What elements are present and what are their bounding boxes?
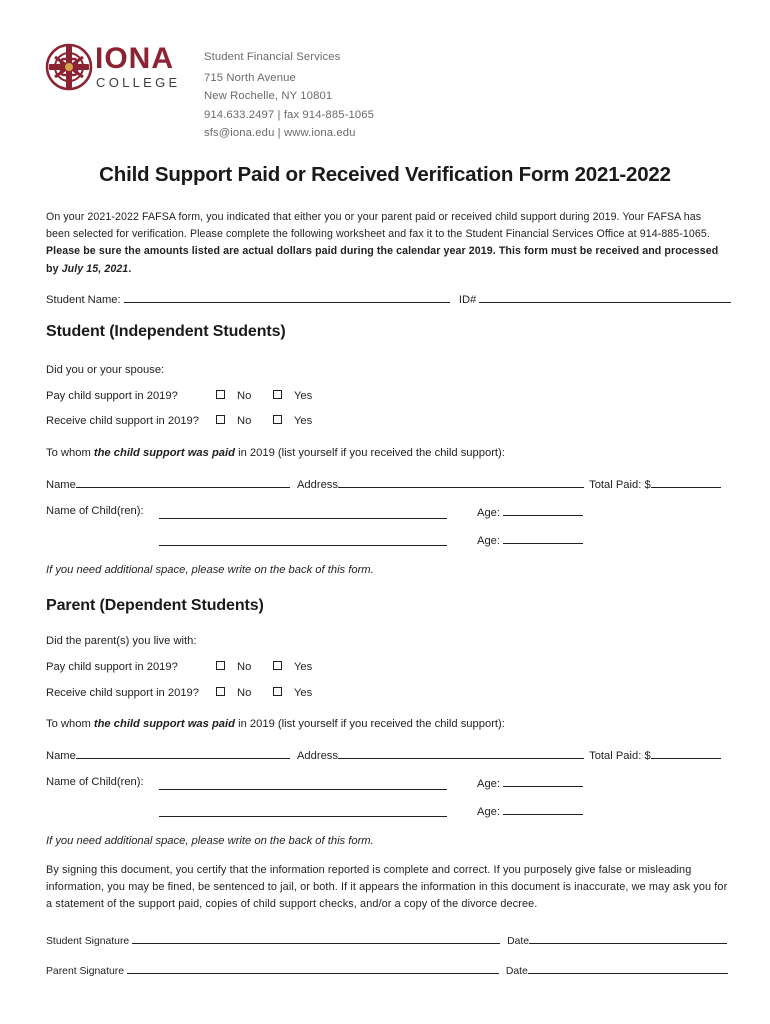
id-label: ID#: [458, 294, 477, 306]
student-pay-row: [46, 390, 366, 404]
parent-pay-yes-checkbox[interactable]: [273, 661, 282, 670]
intro-paragraph: On your 2021-2022 FAFSA form, you indicated that either you or your parent paid or received child support during 2019. Your FAFSA has been selected for verification. Please complete the following worksheet and fax it to the Student Financial Services Office at 914-885-1065. Please be sure the amounts listed are actual dollars paid during the calendar year 2019. This form must be received and processed by July 15, 2021.: [46, 211, 719, 275]
intro-bold-text: Please be sure the amounts listed are actual dollars paid during the calendar year 2019. This form must be received and processed by: [46, 245, 719, 275]
total-paid-label: Total Paid: $: [589, 750, 651, 762]
intro-text: On your 2021-2022 FAFSA form, you indicated that either you or your parent paid or received child support during 2019. Your FAFSA has been selected for verification. Please complete the following worksheet and fax it to the Student Financial Services Office at 914-885-1065.: [46, 211, 710, 241]
no-option-label: No: [237, 687, 252, 699]
parent-child-1-age-field[interactable]: [503, 776, 583, 787]
parent-child-2-field[interactable]: [159, 806, 447, 817]
student-child-1-age-field[interactable]: [503, 505, 583, 516]
parent-child-2-age-field[interactable]: [503, 804, 583, 815]
yes-option-label: Yes: [294, 415, 313, 427]
student-signature-row: [46, 933, 727, 947]
parent-children-label: Name of Child(ren):: [46, 776, 144, 788]
parent-signature-row: [46, 963, 728, 977]
student-total-paid-field[interactable]: [651, 477, 721, 488]
parent-pay-label: Pay child support in 2019?: [46, 661, 178, 673]
student-additional-space-note: If you need additional space, please write on the back of this form.: [46, 564, 374, 576]
office-street: 715 North Avenue: [204, 71, 296, 84]
no-option-label: No: [237, 415, 252, 427]
student-question: Did you or your spouse:: [46, 364, 165, 376]
student-name-address-row: [46, 477, 721, 491]
parent-additional-space-note: If you need additional space, please write on the back of this form.: [46, 835, 374, 847]
student-date-field[interactable]: [529, 933, 727, 944]
certification-paragraph: By signing this document, you certify that the information reported is complete and correct. If you purposely give false or misleading information, you may be fined, be sentenced to jail, or both. If it appears the information in this document is inaccurate, we may ask you for a statement of the support paid, copies of child support checks, and/or a copy of the divorce decree.: [46, 864, 728, 911]
yes-option-label: Yes: [294, 687, 313, 699]
student-child-1-age: Age:: [477, 505, 583, 519]
student-receive-label: Receive child support in 2019?: [46, 415, 199, 427]
name-label: Name: [46, 750, 76, 762]
student-child-1-field[interactable]: [159, 508, 447, 519]
parent-section-heading: Parent (Dependent Students): [46, 597, 264, 614]
parent-payee-name-field[interactable]: [76, 748, 290, 759]
parent-pay-row: [46, 661, 366, 675]
id-field[interactable]: [479, 292, 731, 303]
parent-child-1-age: Age:: [477, 776, 583, 790]
no-option-label: No: [237, 661, 252, 673]
parent-date-field[interactable]: [528, 963, 728, 974]
name-label: Name: [46, 479, 76, 491]
parent-receive-yes-checkbox[interactable]: [273, 687, 282, 696]
student-name-label: Student Name:: [46, 294, 121, 306]
parent-name-address-row: [46, 748, 721, 762]
total-paid-label: Total Paid: $: [589, 479, 651, 491]
student-child-2-age-field[interactable]: [503, 533, 583, 544]
parent-payee-address-field[interactable]: [338, 748, 584, 759]
student-pay-yes-checkbox[interactable]: [273, 390, 282, 399]
address-label: Address: [296, 479, 338, 491]
office-phone-fax: 914.633.2497 | fax 914-885-1065: [204, 108, 374, 121]
student-payee-address-field[interactable]: [338, 477, 584, 488]
student-receive-no-checkbox[interactable]: [216, 415, 225, 424]
student-signature-label: Student Signature: [46, 936, 130, 947]
student-pay-no-checkbox[interactable]: [216, 390, 225, 399]
office-city: New Rochelle, NY 10801: [204, 90, 333, 102]
office-address-block: [204, 48, 374, 143]
student-children-label: Name of Child(ren):: [46, 505, 144, 517]
date-label: Date: [507, 936, 530, 947]
student-receive-yes-checkbox[interactable]: [273, 415, 282, 424]
student-section-heading: Student (Independent Students): [46, 323, 286, 340]
form-title: Child Support Paid or Received Verification Form 2021-2022: [99, 163, 671, 186]
parent-to-whom: To whom the child support was paid in 2019 (list yourself if you received the child support):: [46, 718, 505, 730]
yes-option-label: Yes: [294, 661, 313, 673]
parent-child-2-age: Age:: [477, 804, 583, 818]
logo-word: IONA: [95, 42, 174, 75]
student-child-2-field[interactable]: [159, 535, 447, 546]
no-option-label: No: [237, 390, 252, 402]
student-to-whom: To whom the child support was paid in 2019 (list yourself if you received the child support):: [46, 447, 505, 459]
parent-receive-row: [46, 687, 366, 701]
logo-subword: COLLEGE: [96, 75, 181, 90]
student-child-2-age: Age:: [477, 533, 583, 547]
iona-college-logo: [44, 40, 184, 96]
student-signature-field[interactable]: [132, 933, 500, 944]
parent-signature-label: Parent Signature: [46, 966, 124, 977]
yes-option-label: Yes: [294, 390, 313, 402]
office-name: Student Financial Services: [204, 51, 341, 63]
parent-total-paid-field[interactable]: [651, 748, 721, 759]
student-pay-label: Pay child support in 2019?: [46, 390, 178, 402]
parent-signature-field[interactable]: [127, 963, 499, 974]
parent-question: Did the parent(s) you live with:: [46, 635, 197, 647]
office-email-web: sfs@iona.edu | www.iona.edu: [204, 127, 356, 139]
student-name-row: [46, 292, 731, 306]
intro-deadline: July 15, 2021: [61, 262, 129, 275]
address-label: Address: [296, 750, 338, 762]
parent-child-1-field[interactable]: [159, 779, 447, 790]
parent-pay-no-checkbox[interactable]: [216, 661, 225, 670]
parent-receive-label: Receive child support in 2019?: [46, 687, 199, 699]
student-name-field[interactable]: [124, 292, 450, 303]
parent-receive-no-checkbox[interactable]: [216, 687, 225, 696]
student-payee-name-field[interactable]: [76, 477, 290, 488]
student-receive-row: [46, 415, 366, 429]
date-label: Date: [505, 966, 528, 977]
